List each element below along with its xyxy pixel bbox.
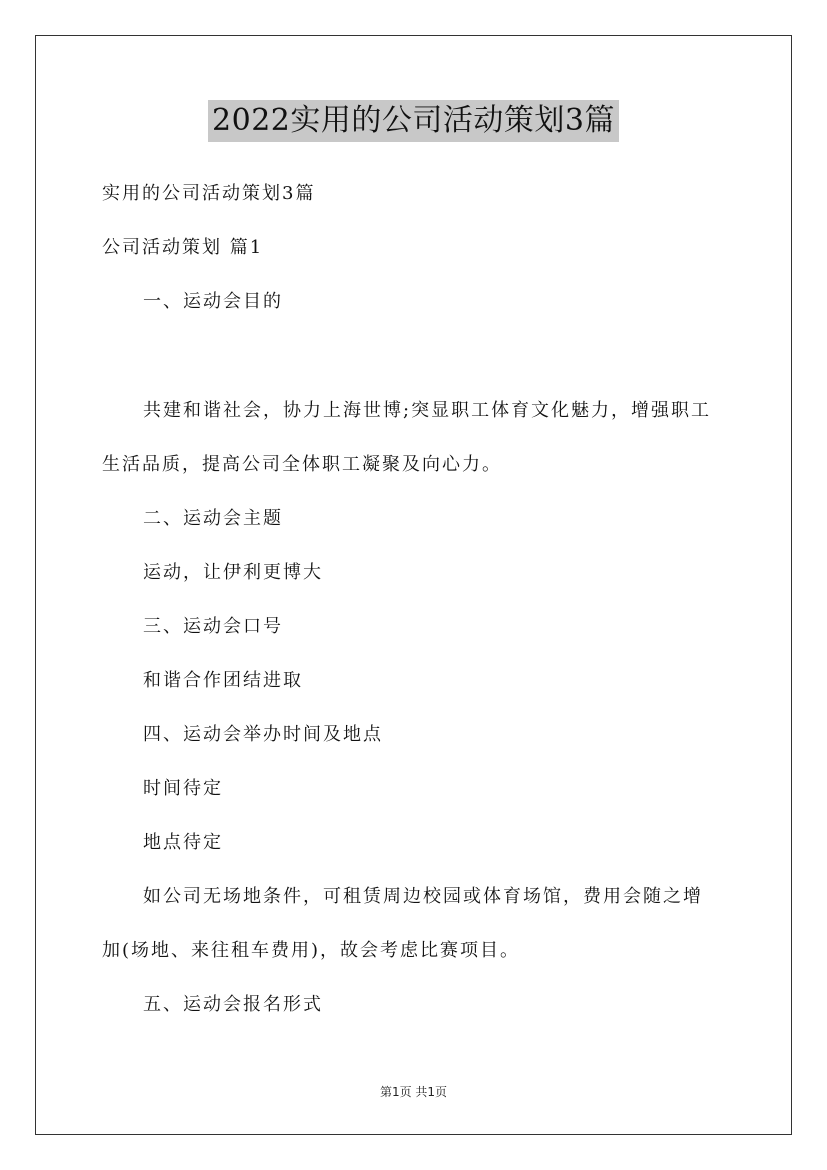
title-container (0, 100, 827, 142)
text-line: 加(场地、来往租车费用)，故会考虑比赛项目。 (102, 940, 521, 961)
text-line: 如公司无场地条件，可租赁周边校园或体育场馆，费用会随之增 (143, 886, 703, 907)
subtitle-line: 实用的公司活动策划3篇 (102, 183, 316, 204)
text-line: 运动，让伊利更博大 (143, 562, 323, 583)
text-line: 三、运动会口号 (143, 616, 283, 637)
text-line: 时间待定 (143, 778, 223, 799)
page-footer: 第1页 共1页 (379, 1085, 448, 1099)
text-line: 五、运动会报名形式 (143, 994, 323, 1015)
document-title: 2022实用的公司活动策划3篇 (208, 100, 619, 142)
text-line: 四、运动会举办时间及地点 (143, 724, 383, 745)
text-line: 地点待定 (143, 832, 223, 853)
text-line: 一、运动会目的 (143, 291, 283, 312)
text-line: 共建和谐社会，协力上海世博;突显职工体育文化魅力，增强职工 (143, 400, 712, 421)
text-line: 二、运动会主题 (143, 508, 283, 529)
section-heading-line: 公司活动策划 篇1 (102, 237, 264, 258)
text-line: 和谐合作团结进取 (143, 670, 303, 691)
text-line: 生活品质，提高公司全体职工凝聚及向心力。 (102, 454, 502, 475)
